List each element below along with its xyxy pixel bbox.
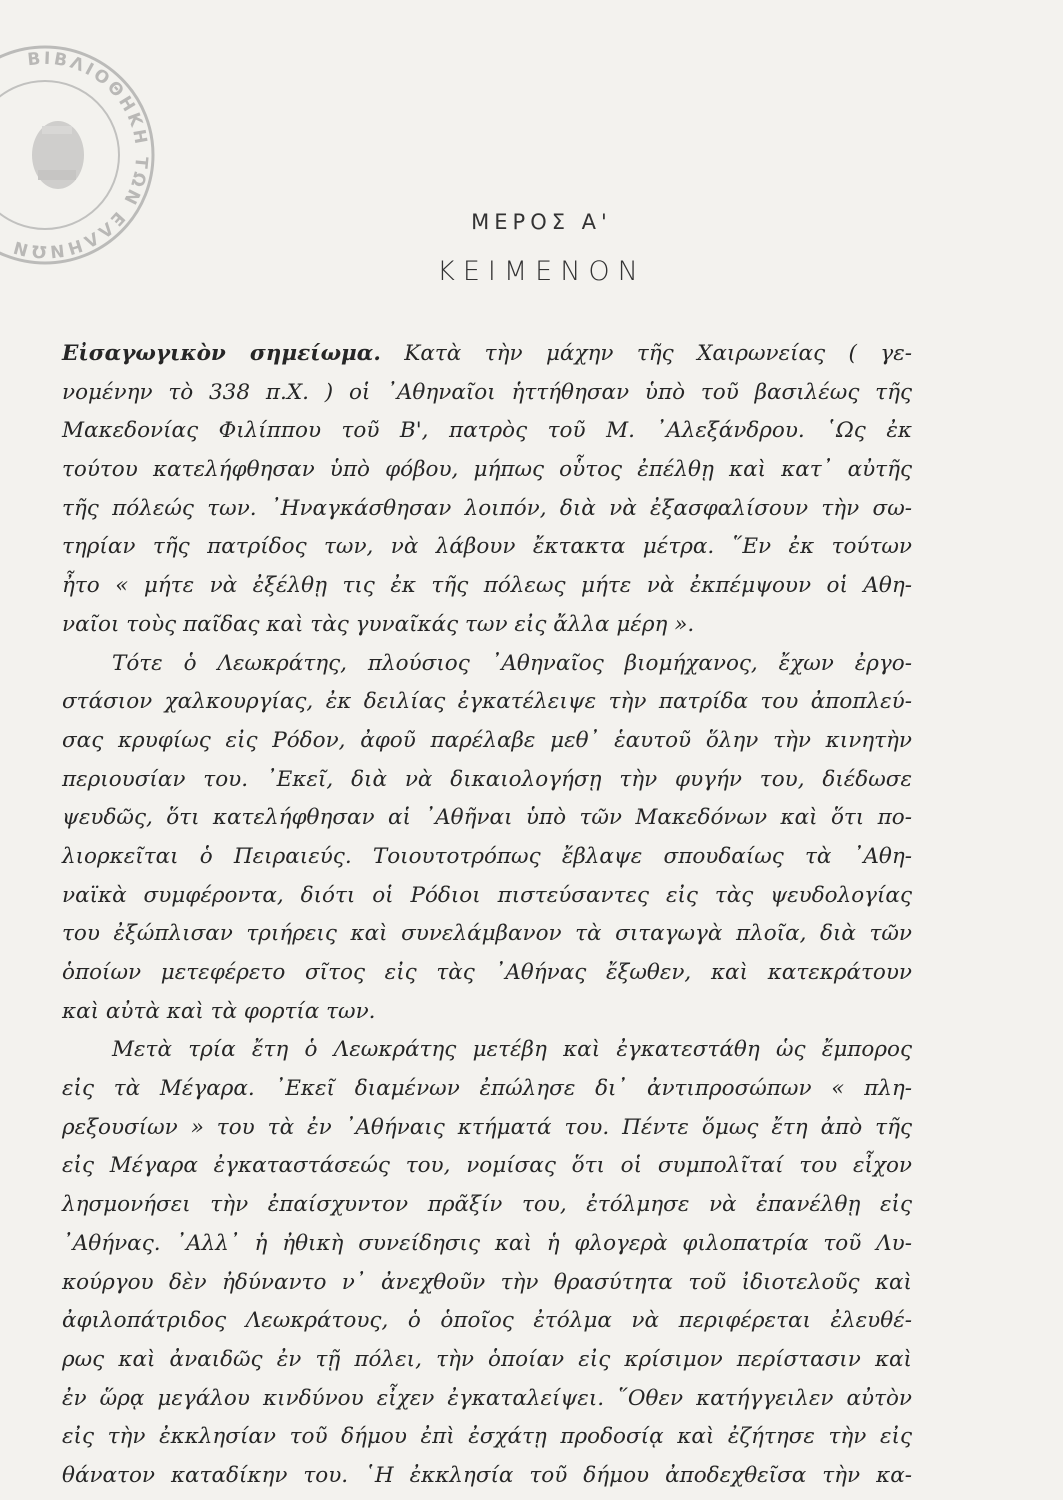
stamp-text: ΒΙΒΛΙΟΘΗΚΗ ΤΩΝ ΕΛΛΗΝΩΝ	[8, 48, 152, 262]
text-line: τῆς πόλεώς των. ᾿Ηναγκάσθησαν λοιπόν, διὰ νὰ ἐξασφαλίσουν τὴν σω-	[62, 495, 912, 521]
text-line: ναϊκὰ συμφέροντα, διότι οἱ Ρόδιοι πιστεύσαντες εἰς τὰς ψευδολογίας	[62, 882, 912, 908]
text-line: στάσιον χαλκουργίας, ἐκ δειλίας ἐγκατέλειψε τὴν πατρίδα του ἀποπλεύ-	[62, 689, 912, 715]
part-heading: ΜΕΡΟΣ Α'	[471, 210, 612, 234]
text-line: ἀφιλοπάτριδος Λεωκράτους, ὁ ὁποῖος ἐτόλμα νὰ περιφέρεται ἐλευθέ-	[62, 1308, 912, 1334]
text-line: ψευδῶς, ὅτι κατελήφθησαν αἱ ᾿Αθῆναι ὑπὸ τῶν Μακεδόνων καὶ ὅτι πο-	[62, 805, 912, 831]
text-line: θάνατον καταδίκην του. ῾Η ἐκκλησία τοῦ δήμου ἀποδεχθεῖσα τὴν κα-	[62, 1462, 912, 1488]
text-line: κούργου δὲν ἠδύναντο ν᾿ ἀνεχθοῦν τὴν θρασύτητα τοῦ ἰδιοτελοῦς καὶ	[62, 1269, 912, 1295]
text-line: τηρίαν τῆς πατρίδος των, νὰ λάβουν ἔκτακτα μέτρα. ῞Εν ἐκ τούτων	[62, 534, 912, 560]
text-line: νομένην τὸ 338 π.Χ. ) οἱ ᾿Αθηναῖοι ἡττήθησαν ὑπὸ τοῦ βασιλέως τῆς	[62, 379, 912, 405]
intro-lead: Εἰσαγωγικὸν σημείωμα.	[62, 341, 381, 366]
text-line: καὶ αὐτὰ καὶ τὰ φορτία των.	[62, 998, 376, 1024]
text-line: λησμονήσει τὴν ἐπαίσχυντον πρᾶξίν του, ἐτόλμησε νὰ ἐπανέλθῃ εἰς	[62, 1192, 912, 1218]
text-line: λιορκεῖται ὁ Πειραιεύς. Τοιουτοτρόπως ἔβλαψε σπουδαίως τὰ ᾿Αθη-	[62, 843, 912, 869]
intro-first-line: Κατὰ τὴν μάχην τῆς Χαιρωνείας ( γε-	[380, 341, 913, 366]
text-line: περιουσίαν του. ᾿Εκεῖ, διὰ νὰ δικαιολογήσῃ τὴν φυγήν του, διέδωσε	[62, 766, 912, 792]
stamp-emblem	[32, 121, 84, 189]
text-line: σας κρυφίως εἰς Ρόδον, ἀφοῦ παρέλαβε μεθ᾿ ἑαυτοῦ ὅλην τὴν κινητὴν	[62, 727, 912, 753]
text-line: ᾿Αθήνας. ᾿Αλλ᾿ ἡ ἠθικὴ συνείδησις καὶ ἡ φλογερὰ φιλοπατρία τοῦ Λυ-	[62, 1230, 912, 1256]
text-line: ἐν ὥρᾳ μεγάλου κινδύνου εἶχεν ἐγκαταλείψει. ῞Οθεν κατήγγειλεν αὐτὸν	[62, 1385, 912, 1411]
text-line: Μετὰ τρία ἔτη ὁ Λεωκράτης μετέβη καὶ ἐγκατεστάθη ὡς ἔμπορος	[112, 1037, 912, 1063]
section-heading: ΚΕΙΜΕΝΟΝ	[437, 256, 646, 287]
text-line: ἦτο « μήτε νὰ ἐξέλθῃ τις ἐκ τῆς πόλεως μήτε νὰ ἐκπέμψουν οἱ Αθη-	[62, 573, 912, 599]
text-line	[62, 335, 912, 374]
text-line: ὁποίων μετεφέρετο σῖτος εἰς τὰς ᾿Αθήνας ἔξωθεν, καὶ κατεκράτουν	[62, 960, 912, 985]
text-line: ρεξουσίων » του τὰ ἐν ᾿Αθήναις κτήματά του. Πέντε ὅμως ἔτη ἀπὸ τῆς	[62, 1114, 912, 1140]
text-line: Μακεδονίας Φιλίππου τοῦ Β', πατρὸς τοῦ Μ. ᾿Αλεξάνδρου. ῾Ως ἐκ	[62, 418, 912, 444]
library-stamp	[0, 40, 160, 270]
text-line: τούτου κατελήφθησαν ὑπὸ φόβου, μήπως οὗτος ἐπέλθῃ καὶ κατ᾿ αὐτῆς	[62, 457, 912, 483]
text-line: εἰς Μέγαρα ἐγκαταστάσεώς του, νομίσας ὅτι οἱ συμπολῖταί του εἶχον	[62, 1153, 912, 1179]
body-text	[62, 335, 912, 1496]
text-line: εἰς τὴν ἐκκλησίαν τοῦ δήμου ἐπὶ ἐσχάτῃ προδοσίᾳ καὶ ἐζήτησε τὴν εἰς	[62, 1424, 912, 1450]
text-line: του ἐξώπλισαν τριήρεις καὶ συνελάμβανον τὰ σιταγωγὰ πλοῖα, διὰ τῶν	[62, 921, 912, 947]
text-line: Τότε ὁ Λεωκράτης, πλούσιος ᾿Αθηναῖος βιομήχανος, ἔχων ἐργο-	[112, 650, 912, 676]
text-line: εἰς τὰ Μέγαρα. ᾿Εκεῖ διαμένων ἐπώλησε δι᾿ ἀντιπροσώπων « πλη-	[62, 1076, 912, 1102]
text-line: ναῖοι τοὺς παῖδας καὶ τὰς γυναῖκάς των εἰς ἄλλα μέρη ».	[62, 611, 695, 637]
text-line: ρως καὶ ἀναιδῶς ἐν τῇ πόλει, τὴν ὁποίαν εἰς κρίσιμον περίστασιν καὶ	[62, 1346, 912, 1372]
